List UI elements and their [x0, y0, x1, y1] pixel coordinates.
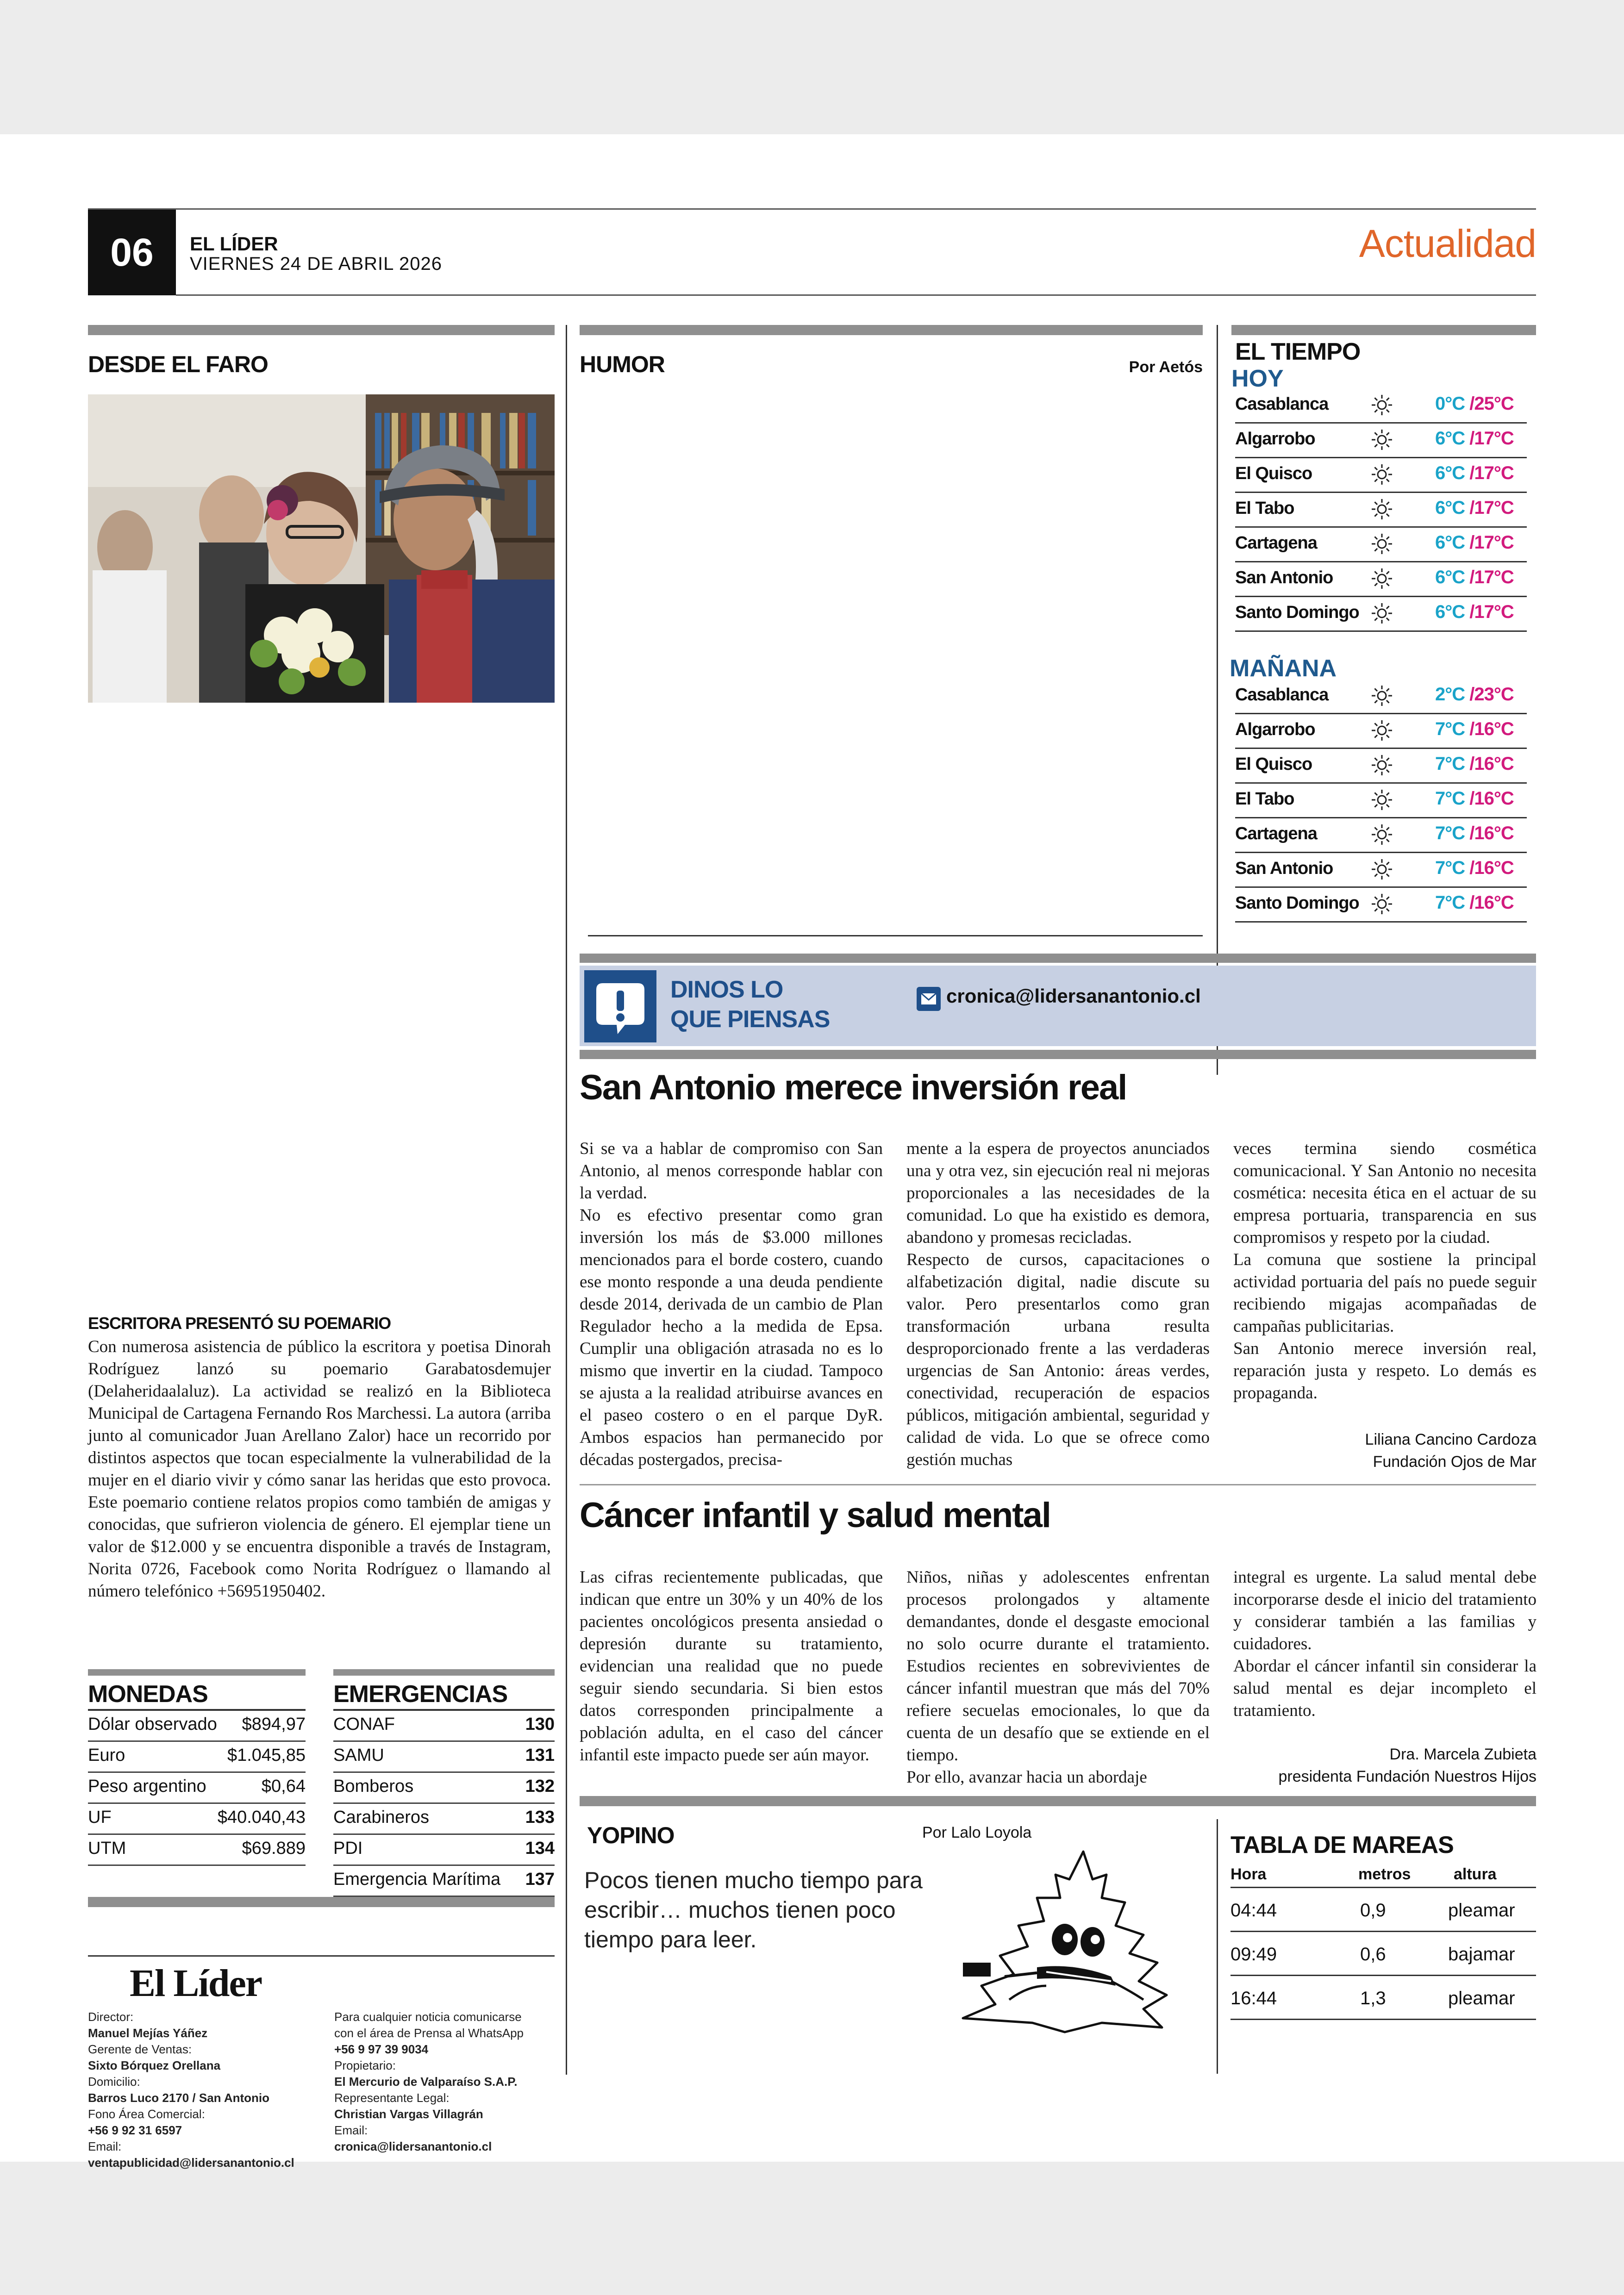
article2-author: Dra. Marcela Zubieta — [1389, 1746, 1537, 1763]
sun-icon — [1369, 787, 1394, 812]
emergencias-number: 137 — [525, 1870, 555, 1889]
humor-section-title: HUMOR — [580, 351, 665, 377]
emergencias-top-bar — [333, 1669, 555, 1676]
mareas-hora: 04:44 — [1230, 1900, 1277, 1921]
weather-max: 17°C — [1474, 428, 1514, 449]
emergencias-label: CONAF — [333, 1715, 395, 1734]
emergencias-row — [333, 1835, 555, 1866]
sun-icon — [1369, 753, 1394, 778]
weather-city: San Antonio — [1235, 859, 1333, 878]
weather-min: 7°C — [1435, 788, 1465, 809]
emergencias-row — [333, 1711, 555, 1742]
emergencias-number: 133 — [525, 1808, 555, 1827]
weather-row — [1235, 748, 1527, 784]
dinos-title-line2: QUE PIENSAS — [670, 1006, 830, 1033]
weather-tomorrow-label: MAÑANA — [1230, 655, 1337, 682]
weather-row — [1235, 852, 1527, 888]
weather-city: Algarrobo — [1235, 429, 1315, 449]
monedas-row — [88, 1773, 306, 1804]
email2-value: cronica@lidersanantonio.cl — [334, 2139, 492, 2153]
yopino-cartoon — [944, 1847, 1185, 2051]
email2-label: Email: — [334, 2123, 368, 2137]
column-divider-left — [566, 325, 567, 2075]
representante-value: Christian Vargas Villagrán — [334, 2107, 483, 2121]
mareas-hora: 16:44 — [1230, 1988, 1277, 2008]
mareas-metros: 0,9 — [1360, 1900, 1386, 1921]
director-name: Manuel Mejías Yáñez — [88, 2026, 208, 2040]
emergencias-label: SAMU — [333, 1746, 384, 1765]
article2-author-org: presidenta Fundación Nuestros Hijos — [1278, 1768, 1537, 1785]
weather-temps — [1435, 858, 1514, 879]
article1-author: Liliana Cancino Cardoza — [1365, 1431, 1537, 1448]
representante-label: Representante Legal: — [334, 2091, 450, 2105]
weather-temps — [1435, 567, 1514, 588]
dinos-top-bar — [580, 954, 1536, 963]
article2-headline: Cáncer infantil y salud mental — [580, 1496, 1050, 1535]
weather-row — [1235, 679, 1527, 714]
header-top-rule — [88, 208, 1536, 210]
weather-separator: / — [1465, 393, 1474, 414]
sun-icon — [1369, 857, 1394, 882]
weather-city: San Antonio — [1235, 568, 1333, 587]
weather-row — [1235, 817, 1527, 853]
sun-icon — [1369, 601, 1394, 626]
mareas-altura: pleamar — [1448, 1900, 1515, 1921]
monedas-label: UF — [88, 1808, 112, 1827]
weather-temps — [1435, 602, 1514, 623]
weather-row — [1235, 713, 1527, 749]
weather-temps — [1435, 754, 1514, 774]
article2-signature — [1233, 1743, 1537, 1788]
monedas-row — [88, 1804, 306, 1835]
email-label: Email: — [88, 2139, 122, 2153]
weather-separator: / — [1465, 428, 1474, 449]
sun-icon — [1369, 822, 1394, 847]
yopino-title: YOPINO — [587, 1822, 675, 1848]
weather-city: El Quisco — [1235, 755, 1312, 774]
emergencias-label: PDI — [333, 1839, 363, 1858]
weather-temps — [1435, 788, 1514, 809]
sun-icon — [1369, 892, 1394, 917]
humor-top-bar — [580, 325, 1203, 335]
weather-city: Santo Domingo — [1235, 893, 1359, 913]
weather-min: 2°C — [1435, 684, 1465, 705]
weather-max: 17°C — [1474, 532, 1514, 553]
article1-col3 — [1233, 1138, 1537, 1404]
mareas-row — [1230, 1888, 1536, 1932]
weather-temps — [1435, 393, 1514, 414]
article1-col3-p1: veces termina siendo cosmética comunicacional. Y San Antonio no necesita cosmética: necesita ética en el actuar de su empresa portuaria, transparencia en sus compromisos y respeto por la ciudad. — [1233, 1139, 1537, 1247]
emergencias-number: 130 — [525, 1715, 555, 1734]
sun-icon — [1369, 566, 1394, 591]
article2-col3 — [1233, 1566, 1537, 1722]
weather-today-label: HOY — [1231, 365, 1284, 392]
propietario-label: Propietario: — [334, 2058, 396, 2072]
emergencias-row — [333, 1773, 555, 1804]
faro-photo — [88, 394, 555, 703]
director-label: Director: — [88, 2010, 134, 2024]
article1-col2-p1: mente a la espera de proyectos anunciados una y otra vez, sin ejecución real ni mejoras proporcionales a las necesidades de la comunidad. Lo que ha existido es demora, abandono y promesas recicladas. — [906, 1139, 1210, 1247]
sun-icon — [1369, 683, 1394, 708]
sun-icon — [1369, 427, 1394, 452]
article1-col3-p2: La comuna que sostiene la principal actividad portuaria del país no puede seguir recibiendo migajas acompañadas de campañas publicitarias. — [1233, 1250, 1537, 1336]
sun-icon — [1369, 393, 1394, 418]
emergencias-label: Carabineros — [333, 1808, 429, 1827]
sun-icon — [1369, 718, 1394, 743]
article1-col1 — [580, 1138, 883, 1471]
article1-author-org: Fundación Ojos de Mar — [1373, 1453, 1537, 1471]
weather-min: 7°C — [1435, 858, 1465, 878]
weather-row — [1235, 457, 1527, 493]
weather-min: 6°C — [1435, 532, 1465, 553]
propietario-value: El Mercurio de Valparaíso S.A.P. — [334, 2075, 518, 2089]
weather-city: El Tabo — [1235, 499, 1294, 518]
mareas-metros: 0,6 — [1360, 1944, 1386, 1964]
email-value: ventapublicidad@lidersanantonio.cl — [88, 2156, 294, 2170]
weather-row — [1235, 561, 1527, 597]
weather-row — [1235, 423, 1527, 458]
el-lider-logo: El Líder — [130, 1962, 262, 2005]
mareas-header-altura: altura — [1454, 1865, 1497, 1883]
whatsapp-value: +56 9 97 39 9034 — [334, 2042, 429, 2056]
faro-caption-title: ESCRITORA PRESENTÓ SU POEMARIO — [88, 1314, 391, 1333]
weather-max: 16°C — [1474, 858, 1514, 878]
gerente-label: Gerente de Ventas: — [88, 2042, 192, 2056]
weather-city: Casablanca — [1235, 394, 1329, 414]
sun-icon — [1369, 531, 1394, 556]
weather-temps — [1435, 428, 1514, 449]
weather-max: 17°C — [1474, 567, 1514, 587]
mareas-altura: bajamar — [1448, 1944, 1515, 1964]
weather-separator: / — [1465, 892, 1474, 913]
dinos-title-line1: DINOS LO — [670, 976, 783, 1003]
weather-separator: / — [1465, 754, 1474, 774]
weather-temps — [1435, 684, 1514, 705]
article2-col1: Las cifras recientemente publicadas, que indican que entre un 30% y un 40% de los pacientes oncológicos presenta ansiedad o depresión durante su tratamiento, evidencian una realidad que no puede seguir siendo secundaria. Si bien estos datos corresponden principalmente a población adulta, en el caso del cáncer infantil este impacto puede ser aún mayor. — [580, 1568, 883, 1765]
weather-min: 7°C — [1435, 754, 1465, 774]
yopino-quote: Pocos tienen mucho tiempo para escribir… muchos tienen poco tiempo para leer. — [584, 1867, 923, 1952]
weather-min: 0°C — [1435, 393, 1465, 414]
column-divider-mareas — [1217, 1819, 1218, 2074]
weather-max: 16°C — [1474, 754, 1514, 774]
gerente-name: Sixto Bórquez Orellana — [88, 2058, 221, 2072]
monedas-value: $69.889 — [242, 1839, 306, 1858]
article1-col3-p3: San Antonio merece inversión real, reparación justa y respeto. Lo demás es propaganda. — [1233, 1339, 1537, 1403]
weather-city: El Tabo — [1235, 789, 1294, 809]
domicilio-value: Barros Luco 2170 / San Antonio — [88, 2091, 270, 2105]
section-label: Actualidad — [1359, 222, 1536, 265]
monedas-label: Peso argentino — [88, 1777, 206, 1796]
weather-separator: / — [1465, 602, 1474, 622]
weather-max: 16°C — [1474, 892, 1514, 913]
weather-min: 6°C — [1435, 498, 1465, 518]
weather-separator: / — [1465, 858, 1474, 878]
domicilio-label: Domicilio: — [88, 2075, 140, 2089]
issue-date: VIERNES 24 DE ABRIL 2026 — [190, 254, 443, 274]
weather-max: 17°C — [1474, 602, 1514, 622]
article1-col2-p2: Respecto de cursos, capacitaciones o alfabetización digital, nadie discute su valor. Pero presentarlos como gran transformación urbana resulta desproporcionado frente a las verdaderas urgencias de San Antonio: áreas verdes, conectividad, recuperación de espacios públicos, mitigación ambiental, seguridad y calidad de vida. Lo que se ofrece como gestión muchas — [906, 1250, 1210, 1469]
emergencias-row — [333, 1804, 555, 1835]
paper-name: EL LÍDER — [190, 233, 278, 255]
weather-min: 6°C — [1435, 463, 1465, 483]
emergencias-number: 134 — [525, 1839, 555, 1858]
left-bottom-bar — [88, 1897, 555, 1907]
weather-separator: / — [1465, 823, 1474, 843]
article2-col2-p1: Niños, niñas y adolescentes enfrentan procesos prolongados y altamente demandantes, donde el desgaste emocional no solo ocurre durante el tratamiento. Estudios recientes en sobrevivientes de cáncer infantil muestran que más del 70% refiere secuelas emocionales, lo que da cuenta de un desafío que se extiende en el tiempo. — [906, 1568, 1210, 1765]
noticia-label-2: con el área de Prensa al WhatsApp — [334, 2026, 524, 2040]
emergencias-number: 131 — [525, 1746, 555, 1765]
monedas-value: $1.045,85 — [227, 1746, 306, 1765]
article-separator — [580, 1484, 1536, 1485]
page-number-box — [88, 210, 176, 295]
mail-icon — [917, 987, 941, 1011]
mareas-title: TABLA DE MAREAS — [1230, 1832, 1454, 1858]
weather-min: 6°C — [1435, 567, 1465, 587]
monedas-value: $0,64 — [261, 1777, 306, 1796]
weather-separator: / — [1465, 788, 1474, 809]
weather-row — [1235, 887, 1527, 923]
weather-temps — [1435, 532, 1514, 553]
weather-min: 7°C — [1435, 892, 1465, 913]
weather-max: 17°C — [1474, 498, 1514, 518]
weather-separator: / — [1465, 532, 1474, 553]
weather-row — [1235, 783, 1527, 818]
weather-separator: / — [1465, 567, 1474, 587]
weather-separator: / — [1465, 719, 1474, 739]
weather-row — [1235, 527, 1527, 562]
monedas-top-bar — [88, 1669, 306, 1676]
mareas-header — [1230, 1864, 1536, 1888]
credits-left — [88, 2009, 310, 2171]
monedas-label: Euro — [88, 1746, 125, 1765]
monedas-title: MONEDAS — [88, 1681, 208, 1708]
mareas-header-metros: metros — [1358, 1865, 1411, 1883]
mareas-altura: pleamar — [1448, 1988, 1515, 2008]
mareas-header-hora: Hora — [1230, 1865, 1267, 1883]
faro-section-title: DESDE EL FARO — [88, 351, 268, 377]
article2-col3-p1: integral es urgente. La salud mental debe incorporarse desde el inicio del tratamiento y considerar también a las familias y cuidadores. — [1233, 1568, 1537, 1653]
weather-min: 6°C — [1435, 428, 1465, 449]
credits-right — [334, 2009, 556, 2155]
monedas-row — [88, 1835, 306, 1866]
mareas-hora: 09:49 — [1230, 1944, 1277, 1964]
weather-min: 6°C — [1435, 602, 1465, 622]
noticia-label-1: Para cualquier noticia comunicarse — [334, 2010, 522, 2024]
monedas-value: $40.040,43 — [217, 1808, 306, 1827]
article1-col1-p2: No es efectivo presentar como gran inversión los más de $3.000 millones mencionados para el borde costero, cuando ese monto responde a una deuda pendiente desde 2014, derivada de un cambio de Plan Regulador hecho a la medida de Epsa. Cumplir una obligación atrasada no es lo mismo que invertir en la ciudad. Tampoco se ajusta a la realidad atribuirse avances en el paseo costero o en el parque DyR. Ambos espacios han permanecido por décadas postergados, precisa- — [580, 1206, 883, 1469]
monedas-label: UTM — [88, 1839, 126, 1858]
weather-city: Santo Domingo — [1235, 603, 1359, 622]
newspaper-page — [0, 134, 1624, 2170]
weather-city: Cartagena — [1235, 533, 1317, 553]
mareas-row — [1230, 1932, 1536, 1976]
weather-title: EL TIEMPO — [1235, 338, 1361, 365]
monedas-row — [88, 1711, 306, 1742]
weather-temps — [1435, 892, 1514, 913]
weather-city: El Quisco — [1235, 464, 1312, 483]
article1-col2 — [906, 1138, 1210, 1471]
faro-body: Con numerosa asistencia de público la escritora y poetisa Dinorah Rodríguez lanzó su poemario Garabatosdemujer (Delaheridaalaluz). La actividad se realizó en la Biblioteca Municipal de Cartagena Fernando Ros Marchessi. La autora (arriba junto al comunicador Juan Arellano Zalor) hace un recorrido por distintos aspectos que tocan especialmente la vulnerabilidad de la mujer en el diario vivir y cómo sanar las heridas que esto provoca. Este poemario contiene relatos propios como también de amigas y conocidas, que sufrieron violencia de género. El ejemplar tiene un valor de $12.000 y se encuentra disponible a través de Instagram, Norita 0726, Facebook como Norita Rodríguez o llamando al número telefónico +56951950402. — [88, 1337, 551, 1601]
emergencias-title: EMERGENCIAS — [333, 1681, 508, 1708]
tree-cartoon-icon — [944, 1847, 1185, 2051]
exclamation-bubble-icon — [584, 970, 656, 1042]
weather-row — [1235, 596, 1527, 632]
yopino-byline: Por Lalo Loyola — [922, 1824, 1032, 1841]
weather-temps — [1435, 463, 1514, 484]
header-bottom-rule — [176, 294, 1536, 296]
sun-icon — [1369, 462, 1394, 487]
sun-icon — [1369, 497, 1394, 522]
weather-max: 16°C — [1474, 788, 1514, 809]
weather-row — [1235, 388, 1527, 424]
mail-icon-glyph — [917, 987, 941, 1011]
weather-temps — [1435, 823, 1514, 844]
mareas-row — [1230, 1976, 1536, 2020]
weather-row — [1235, 492, 1527, 528]
monedas-label: Dólar observado — [88, 1715, 217, 1734]
weather-city: Algarrobo — [1235, 720, 1315, 739]
monedas-row — [88, 1742, 306, 1773]
monedas-value: $894,97 — [242, 1715, 306, 1734]
fono-label: Fono Área Comercial: — [88, 2107, 205, 2121]
dinos-email[interactable]: cronica@lidersanantonio.cl — [946, 985, 1201, 1007]
page-number: 06 — [110, 231, 154, 274]
weather-max: 17°C — [1474, 463, 1514, 483]
weather-separator: / — [1465, 463, 1474, 483]
article2-col2-p2: Por ello, avanzar hacia un abordaje — [906, 1768, 1147, 1787]
humor-byline: Por Aetós — [1129, 358, 1203, 376]
emergencias-row — [333, 1742, 555, 1773]
weather-city: Cartagena — [1235, 824, 1317, 843]
emergencias-label: Bomberos — [333, 1777, 414, 1796]
credits-rule — [88, 1955, 555, 1957]
weather-temps — [1435, 498, 1514, 518]
emergencias-row — [333, 1866, 555, 1897]
weather-max: 16°C — [1474, 719, 1514, 739]
article2-col2 — [906, 1566, 1210, 1789]
dinos-bottom-bar — [580, 1050, 1536, 1059]
dinos-icon-box — [584, 970, 656, 1042]
emergencias-label: Emergencia Marítima — [333, 1870, 501, 1889]
weather-min: 7°C — [1435, 823, 1465, 843]
faro-top-bar — [88, 325, 555, 335]
weather-top-bar — [1231, 325, 1536, 335]
dinos-title — [670, 975, 830, 1034]
article1-signature — [1233, 1428, 1537, 1473]
article1-col1-p1: Si se va a hablar de compromiso con San Antonio, al menos corresponde hablar con la verdad. — [580, 1139, 883, 1203]
weather-temps — [1435, 719, 1514, 740]
emergencias-number: 132 — [525, 1777, 555, 1796]
article2-bottom-bar — [580, 1796, 1536, 1806]
weather-max: 16°C — [1474, 823, 1514, 843]
weather-city: Casablanca — [1235, 685, 1329, 705]
weather-separator: / — [1465, 498, 1474, 518]
weather-separator: / — [1465, 684, 1474, 705]
mareas-metros: 1,3 — [1360, 1988, 1386, 2008]
article2-col3-p2: Abordar el cáncer infantil sin considerar la salud mental es dejar incompleto el tratamiento. — [1233, 1657, 1537, 1720]
weather-max: 25°C — [1474, 393, 1514, 414]
weather-min: 7°C — [1435, 719, 1465, 739]
faro-photo-illustration — [88, 394, 555, 703]
humor-bottom-rule — [588, 935, 1203, 936]
fono-value: +56 9 92 31 6597 — [88, 2123, 182, 2137]
weather-max: 23°C — [1474, 684, 1514, 705]
article1-headline: San Antonio merece inversión real — [580, 1068, 1127, 1107]
